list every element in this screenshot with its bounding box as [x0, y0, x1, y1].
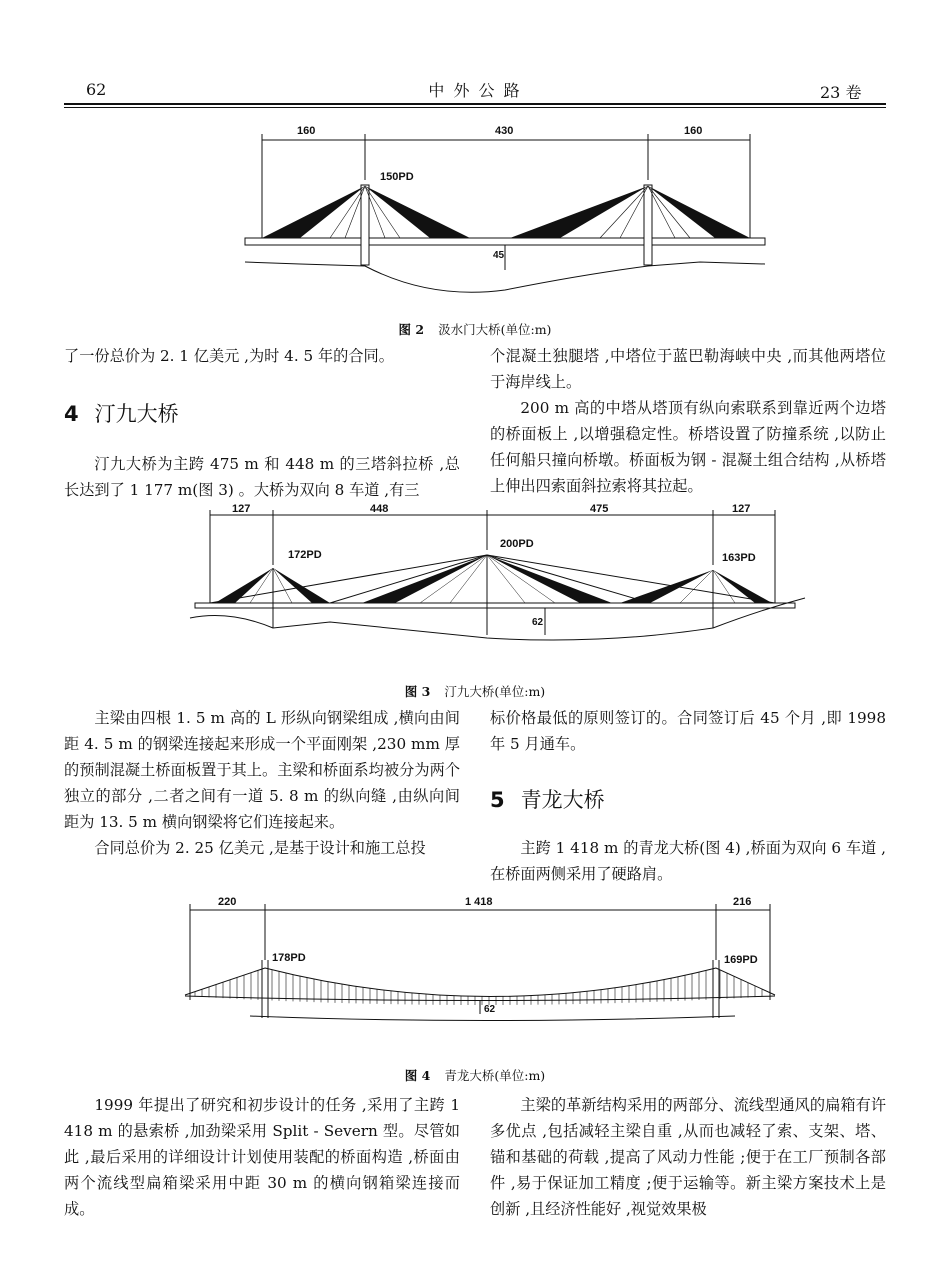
fig3-tower-3: 163PD — [722, 552, 756, 564]
fig4-clearance: 62 — [484, 1004, 496, 1015]
page-number: 62 — [86, 80, 107, 99]
right-column-3 — [490, 1092, 886, 1222]
fig4-span-1: 220 — [218, 896, 237, 908]
figure-4-drawing — [0, 890, 950, 1070]
fig2-clearance: 45 — [493, 250, 505, 261]
right-column-1 — [490, 343, 886, 499]
paragraph: 合同总价为 2. 25 亿美元 ,是基于设计和施工总投 — [94, 839, 426, 857]
fig2-span-1: 160 — [297, 125, 316, 137]
left-column-3 — [64, 1092, 460, 1222]
fig2-tower-label: 150PD — [380, 171, 414, 183]
fig3-caption-number: 图 3 — [404, 684, 431, 699]
figure-4-caption — [0, 1066, 950, 1084]
fig3-span-3: 475 — [590, 503, 609, 515]
figure-3-caption — [0, 682, 950, 700]
journal-title: 中 外 公 路 — [428, 81, 522, 100]
fig2-span-3: 160 — [684, 125, 703, 137]
fig2-caption-text: 汲水门大桥(单位:m) — [438, 322, 552, 337]
section-4-heading — [64, 398, 179, 428]
fig3-span-4: 127 — [732, 503, 751, 515]
section-5-heading — [490, 784, 605, 814]
fig2-caption-number: 图 2 — [398, 322, 425, 337]
section-number: 5 — [490, 788, 505, 812]
right-column-2b — [490, 835, 886, 887]
paragraph: 主梁的革新结构采用的两部分、流线型通风的扁箱有许多优点 ,包括减轻主梁自重 ,从而也减轻了索、支架、塔、锚和基础的荷载 ,提高了风动力性能 ;便于在工厂预制各部件 ,易于保证加工精度 ;便于运输等。新主梁方案技术上是创新 ,且经济性能好 ,视觉效果极 — [490, 1096, 886, 1218]
fig3-tower-1: 172PD — [288, 549, 322, 561]
section-number: 4 — [64, 402, 79, 426]
paragraph: 了一份总价为 2. 1 亿美元 ,为时 4. 5 年的合同。 — [64, 347, 394, 365]
right-column-2 — [490, 705, 886, 757]
left-column-1 — [64, 343, 460, 369]
fig4-span-2: 1 418 — [465, 896, 493, 908]
figure-3-drawing — [0, 500, 950, 700]
fig3-span-2: 448 — [370, 503, 389, 515]
fig3-span-1: 127 — [232, 503, 251, 515]
section-title: 汀九大桥 — [94, 402, 179, 426]
paragraph: 标价格最低的原则签订的。合同签订后 45 个月 ,即 1998 年 5 月通车。 — [490, 709, 886, 753]
fig4-span-3: 216 — [733, 896, 752, 908]
fig3-caption-text: 汀九大桥(单位:m) — [444, 684, 546, 699]
paragraph: 200 m 高的中塔从塔顶有纵向索联系到靠近两个边塔的桥面板上 ,以增强稳定性。桥塔设置了防撞系统 ,以防止任何船只撞向桥墩。桥面板为钢 - 混凝土组合结构 ,从桥塔上伸出四索面斜拉索将其拉起。 — [490, 399, 886, 495]
fig3-tower-2: 200PD — [500, 538, 534, 550]
fig3-clearance: 62 — [532, 617, 544, 628]
paragraph: 主梁由四根 1. 5 m 高的 L 形纵向钢梁组成 ,横向由间距 4. 5 m 的钢梁连接起来形成一个平面刚架 ,230 mm 厚的预制混凝土桥面板置于其上。主梁和桥面系均被分为两个独立的部分 ,二者之间有一道 5. 8 m 的纵向缝 ,由纵向间距为 13. 5 m 横向钢梁将它们连接起来。 — [64, 709, 460, 831]
section-title: 青龙大桥 — [520, 788, 605, 812]
paragraph: 1999 年提出了研究和初步设计的任务 ,采用了主跨 1 418 m 的悬索桥 ,加劲梁采用 Split - Severn 型。尽管如此 ,最后采用的详细设计计划使用装配的桥面构造 ,桥面由两个流线型扁箱梁采用中距 30 m 的横向钢箱梁连接而成。 — [64, 1096, 460, 1218]
fig2-span-2: 430 — [495, 125, 514, 137]
fig4-tower-1: 178PD — [272, 952, 306, 964]
paragraph: 汀九大桥为主跨 475 m 和 448 m 的三塔斜拉桥 ,总长达到了 1 177 m(图 3) 。大桥为双向 8 车道 ,有三 — [64, 455, 460, 499]
volume-label: 23 卷 — [820, 83, 862, 102]
figure-2-caption — [0, 320, 950, 338]
fig4-tower-2: 169PD — [724, 954, 758, 966]
fig4-caption-text: 青龙大桥(单位:m) — [444, 1068, 546, 1083]
left-column-2 — [64, 705, 460, 861]
paragraph: 主跨 1 418 m 的青龙大桥(图 4) ,桥面为双向 6 车道 ,在桥面两侧采用了硬路肩。 — [490, 839, 886, 883]
fig4-caption-number: 图 4 — [404, 1068, 431, 1083]
paragraph: 个混凝土独腿塔 ,中塔位于蓝巴勒海峡中央 ,而其他两塔位于海岸线上。 — [490, 347, 886, 391]
figure-2-drawing — [0, 0, 950, 310]
left-column-1b — [64, 451, 460, 503]
